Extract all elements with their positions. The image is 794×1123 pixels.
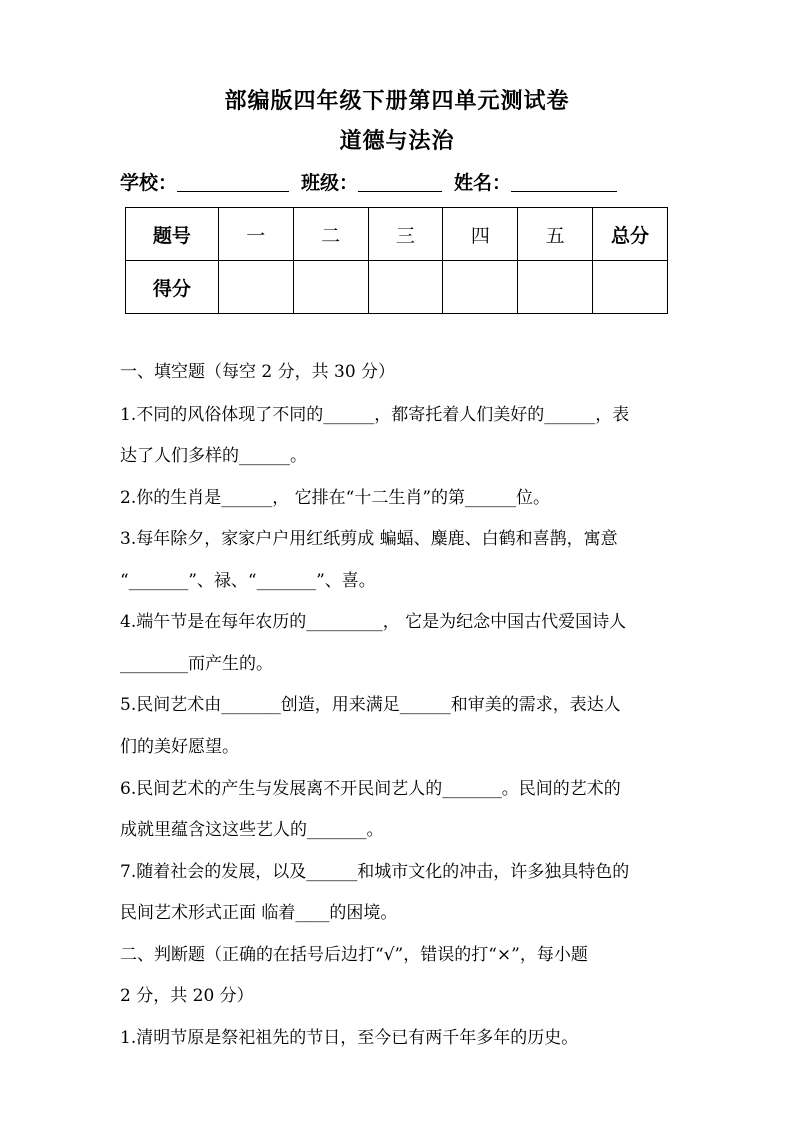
score-cell[interactable] xyxy=(443,261,518,314)
section-heading-fill-blank: 一、填空题（每空 2 分，共 30 分） xyxy=(120,362,396,382)
score-table xyxy=(125,207,668,314)
school-blank[interactable] xyxy=(177,173,289,192)
class-label: 班级： xyxy=(301,172,359,194)
question-line: 6.民间艺术的产生与发展离不开民间艺人的_______。民间的艺术的 xyxy=(120,779,621,799)
table-cell-header: 总分 xyxy=(593,208,668,261)
table-cell-header: 五 xyxy=(518,208,593,261)
question-line: 成就里蕴含这这些艺人的_______。 xyxy=(120,820,384,840)
table-cell-header: 一 xyxy=(218,208,293,261)
question-line: 2.你的生肖是______， 它排在“十二生肖”的第______位。 xyxy=(120,488,551,508)
school-label: 学校： xyxy=(120,172,178,194)
question-line: 3.每年除夕，家家户户用红纸剪成 蝙蝠、麋鹿、白鹤和喜鹊，寓意 xyxy=(120,529,618,549)
score-cell[interactable] xyxy=(368,261,443,314)
question-line: 4.端午节是在每年农历的_________， 它是为纪念中国古代爱国诗人 xyxy=(120,612,627,632)
question-line: 7.随着社会的发展，以及______和城市文化的冲击，许多独具特色的 xyxy=(120,862,630,882)
question-line: ________而产生的。 xyxy=(120,654,273,674)
name-blank[interactable] xyxy=(511,173,617,192)
score-table-score-row xyxy=(126,261,668,314)
question-line: 们的美好愿望。 xyxy=(120,737,239,757)
table-cell-header: 二 xyxy=(293,208,368,261)
table-cell-label: 得分 xyxy=(126,261,219,314)
table-cell-header: 四 xyxy=(443,208,518,261)
question-line: 5.民间艺术由_______创造，用来满足______和审美的需求，表达人 xyxy=(120,695,621,715)
table-cell-header: 题号 xyxy=(126,208,219,261)
question-line: “_______”、禄、“_______”、喜。 xyxy=(120,571,376,591)
score-cell[interactable] xyxy=(593,261,668,314)
name-label: 姓名： xyxy=(454,172,512,194)
section-heading-true-false: 二、判断题（正确的在括号后边打“√”，错误的打“×”，每小题 xyxy=(120,945,588,965)
question-line: 达了人们多样的______。 xyxy=(120,446,307,466)
score-cell[interactable] xyxy=(518,261,593,314)
question-line: 1.清明节原是祭祀祖先的节日，至今已有两千年多年的历史。 xyxy=(120,1028,579,1048)
page-subtitle: 道德与法治 xyxy=(339,128,455,154)
score-cell[interactable] xyxy=(218,261,293,314)
question-line: 1.不同的风俗体现了不同的______，都寄托着人们美好的______，表 xyxy=(120,405,630,425)
score-cell[interactable] xyxy=(293,261,368,314)
student-info-line xyxy=(120,168,617,195)
class-blank[interactable] xyxy=(358,173,442,192)
question-line: 民间艺术形式正面 临着____的困境。 xyxy=(120,903,398,923)
section-heading-true-false: 2 分，共 20 分） xyxy=(120,986,254,1006)
score-table-header-row xyxy=(126,208,668,261)
page-title: 部编版四年级下册第四单元测试卷 xyxy=(224,88,570,114)
table-cell-header: 三 xyxy=(368,208,443,261)
